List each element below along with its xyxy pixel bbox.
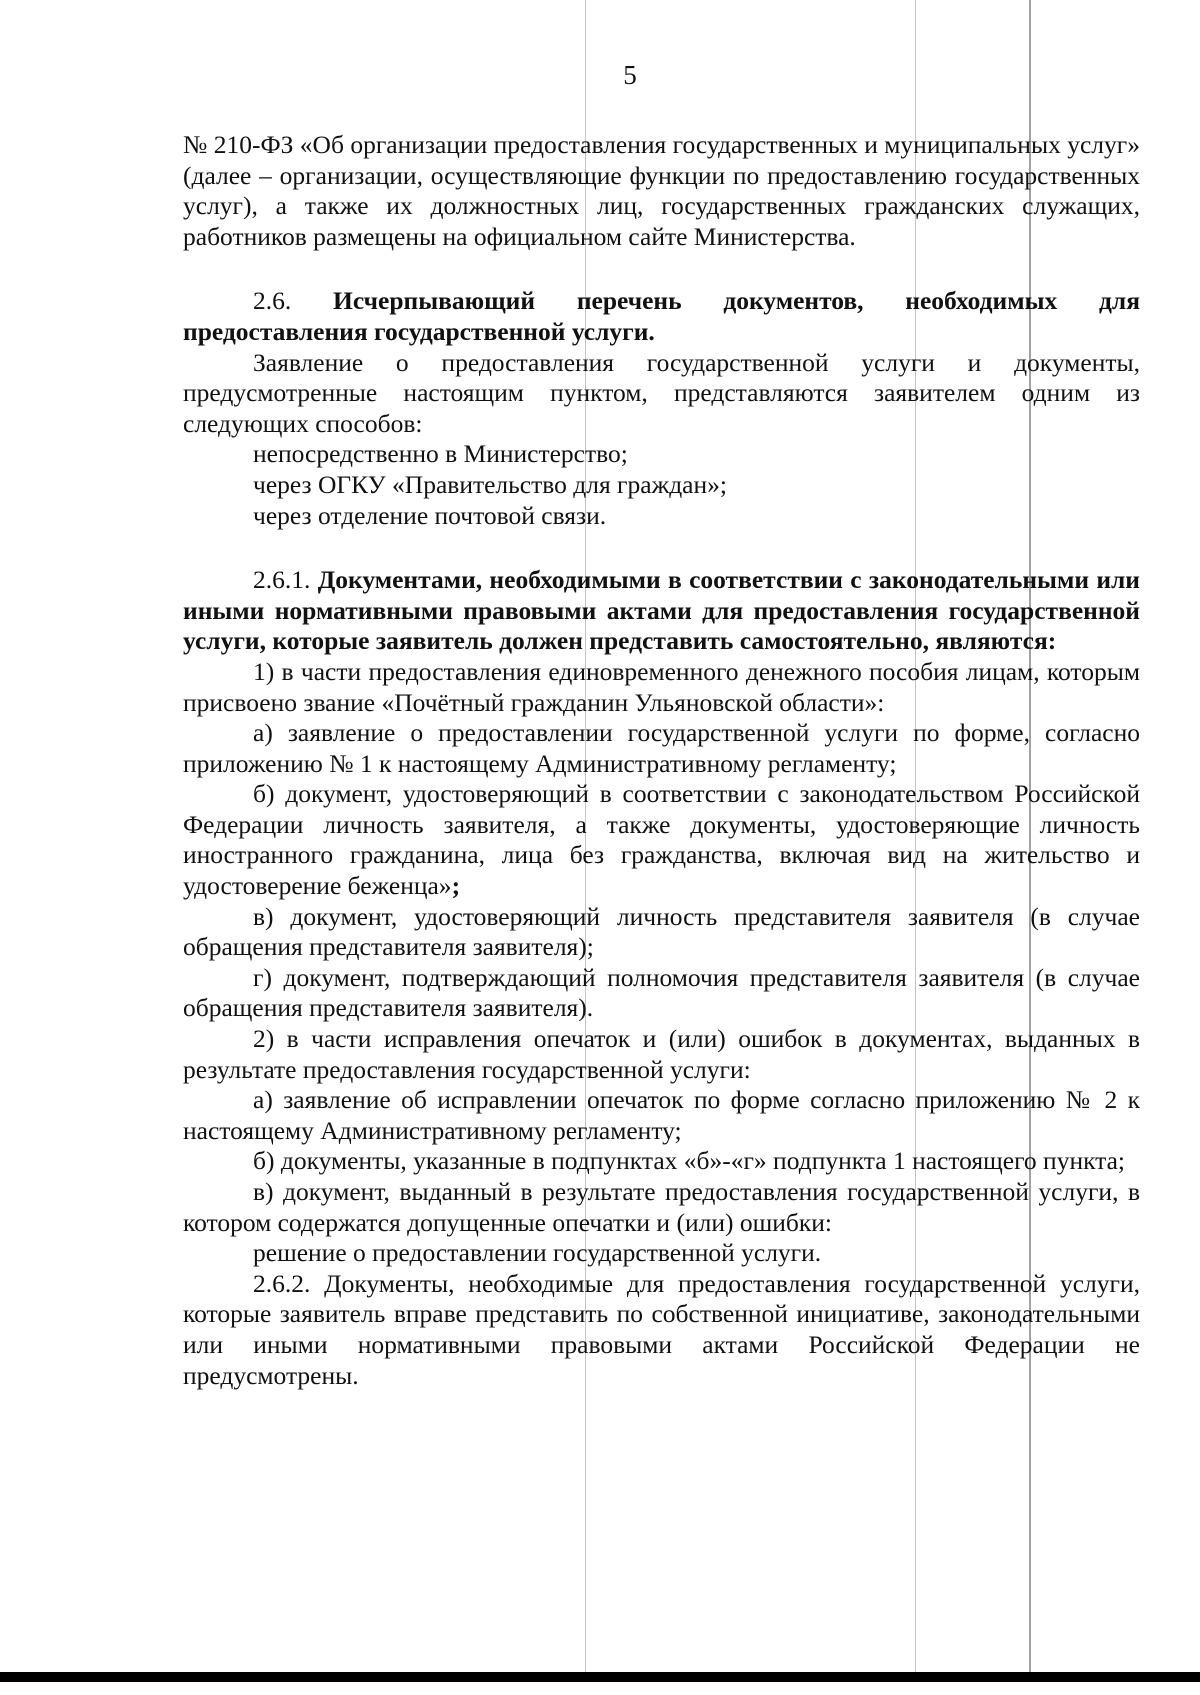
paragraph: а) заявление об исправлении опечаток по форме согласно приложению № 2 к настоящему Административному регламенту; xyxy=(183,1085,1140,1145)
scan-bottom-border xyxy=(0,1672,1200,1682)
paragraph: Заявление о предоставления государственной услуги и документы, предусмотренные настоящим пунктом, представляются заявителем одним из следующих способов: xyxy=(183,347,1140,438)
paragraph: № 210-ФЗ «Об организации предоставления государственных и муниципальных услуг» (далее – организации, осуществляющие функции по предоставлению государственных услуг), а также их должностных лиц, государственных гражданских служащих, работников размещены на официальном сайте Министерства. xyxy=(183,130,1140,251)
paragraph: в) документ, удостоверяющий личность представителя заявителя (в случае обращения представителя заявителя); xyxy=(183,901,1140,962)
paragraph: б) документ, удостоверяющий в соответствии с законодательством Российской Федерации личность заявителя, а также документы, удостоверяющие личность иностранного гражданина, лица без гражданства, включая вид на жительство и удостоверение беженца»; xyxy=(183,779,1140,901)
paragraph: 2.6.2. Документы, необходимые для предоставления государственной услуги, которые заявитель вправе представить по собственной инициативе, законодательными или иными нормативными правовыми актами Российской Федерации не предусмотрены. xyxy=(183,1268,1140,1390)
section-heading: 2.6.1. Документами, необходимыми в соответствии с законодательными или иными нормативными правовыми актами для предоставления государственной услуги, которые заявитель должен представить самостоятельно, являются: xyxy=(183,565,1141,656)
paragraph: а) заявление о предоставлении государственной услуги по форме, согласно приложению № 1 к настоящему Административному регламенту; xyxy=(183,718,1140,778)
list-item: через ОГКУ «Правительство для граждан»; xyxy=(253,469,727,499)
paragraph: г) документ, подтверждающий полномочия представителя заявителя (в случае обращения представителя заявителя). xyxy=(183,962,1140,1023)
page-number: 5 xyxy=(623,60,637,90)
paragraph: 2) в части исправления опечаток и (или) ошибок в документах, выданных в результате предоставления государственной услуги: xyxy=(183,1024,1140,1084)
list-item: непосредственно в Министерство; xyxy=(253,439,628,469)
document-body xyxy=(183,130,1140,1391)
section-heading: 2.6. Исчерпывающий перечень документов, необходимых для предоставления государственной услуги. xyxy=(183,286,1141,346)
paragraph: 1) в части предоставления единовременного денежного пособия лицам, которым присвоено звание «Почётный гражданин Ульяновской области»: xyxy=(183,656,1140,717)
paragraph: б) документы, указанные в подпунктах «б»-«г» подпункта 1 настоящего пункта; xyxy=(253,1146,1126,1176)
paragraph: решение о предоставлении государственной услуги. xyxy=(253,1238,822,1268)
list-item: через отделение почтовой связи. xyxy=(253,500,607,530)
paragraph: в) документ, выданный в результате предоставления государственной услуги, в котором содержатся допущенные опечатки и (или) ошибки: xyxy=(183,1177,1140,1237)
